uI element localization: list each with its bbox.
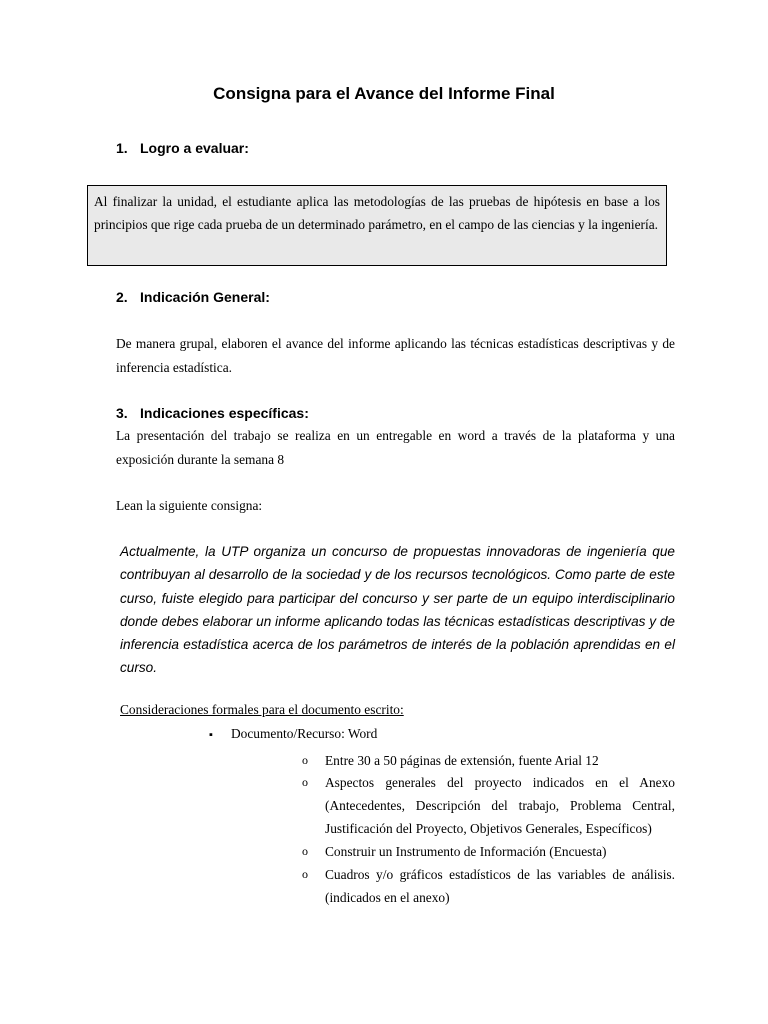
sub-item-text: Entre 30 a 50 páginas de extensión, fuente Arial 12 <box>325 753 599 768</box>
specific-indication-text: La presentación del trabajo se realiza en un entregable en word a través de la plataforma y una exposición durante la semana 8 <box>116 428 675 467</box>
sub-item <box>302 749 675 772</box>
section-1-heading <box>116 140 249 156</box>
section-2-number: 2. <box>116 289 128 305</box>
assignment-prompt: Actualmente, la UTP organiza un concurso de propuestas innovadoras de ingeniería que contribuyan al desarrollo de la sociedad y de los recursos tecnológicos. Como parte de este curso, fuiste elegido para participar del concurso y ser parte de un equipo interdisciplinario donde debes elaborar un informe aplicando todas las técnicas estadísticas descriptivas y de inferencia estadística acerca de los parámetros de interés de la población aprendidas en el curso. <box>120 544 675 676</box>
circle-bullet-icon: o <box>302 844 308 858</box>
section-1-number: 1. <box>116 140 128 156</box>
circle-bullet-icon: o <box>302 775 308 789</box>
circle-bullet-icon: o <box>302 867 308 881</box>
sub-item <box>302 771 675 840</box>
bullet-item <box>209 726 377 742</box>
section-3-heading <box>116 405 309 421</box>
sub-item-text: Construir un Instrumento de Información (Encuesta) <box>325 844 607 859</box>
section-2-title: Indicación General: <box>140 289 270 305</box>
lead-text: Lean la siguiente consigna: <box>116 498 263 513</box>
section-3-title: Indicaciones específicas: <box>140 405 309 421</box>
bullet-text: Documento/Recurso: Word <box>231 726 378 741</box>
section-1-title: Logro a evaluar: <box>140 140 249 156</box>
sub-item-text: Cuadros y/o gráficos estadísticos de las variables de análisis. (indicados en el anexo) <box>325 867 675 905</box>
sub-item-text: Aspectos generales del proyecto indicados en el Anexo (Antecedentes, Descripción del trabajo, Problema Central, Justificación del Proyecto, Objetivos Generales, Específicos) <box>325 775 675 836</box>
section-2-heading <box>116 289 270 305</box>
sub-item <box>302 840 675 863</box>
section-3-number: 3. <box>116 405 128 421</box>
sub-item <box>302 863 675 909</box>
circle-bullet-icon: o <box>302 753 308 767</box>
document-title: Consigna para el Avance del Informe Final <box>213 84 555 103</box>
achievement-box <box>87 185 667 266</box>
general-indication-text: De manera grupal, elaboren el avance del informe aplicando las técnicas estadísticas descriptivas y de inferencia estadística. <box>116 336 675 375</box>
square-bullet-icon: ▪ <box>209 729 213 741</box>
achievement-text: Al finalizar la unidad, el estudiante aplica las metodologías de las pruebas de hipótesis en base a los principios que rige cada prueba de un determinado parámetro, en el campo de las ciencias y la ingeniería. <box>94 194 660 232</box>
considerations-heading: Consideraciones formales para el documento escrito: <box>120 702 404 717</box>
